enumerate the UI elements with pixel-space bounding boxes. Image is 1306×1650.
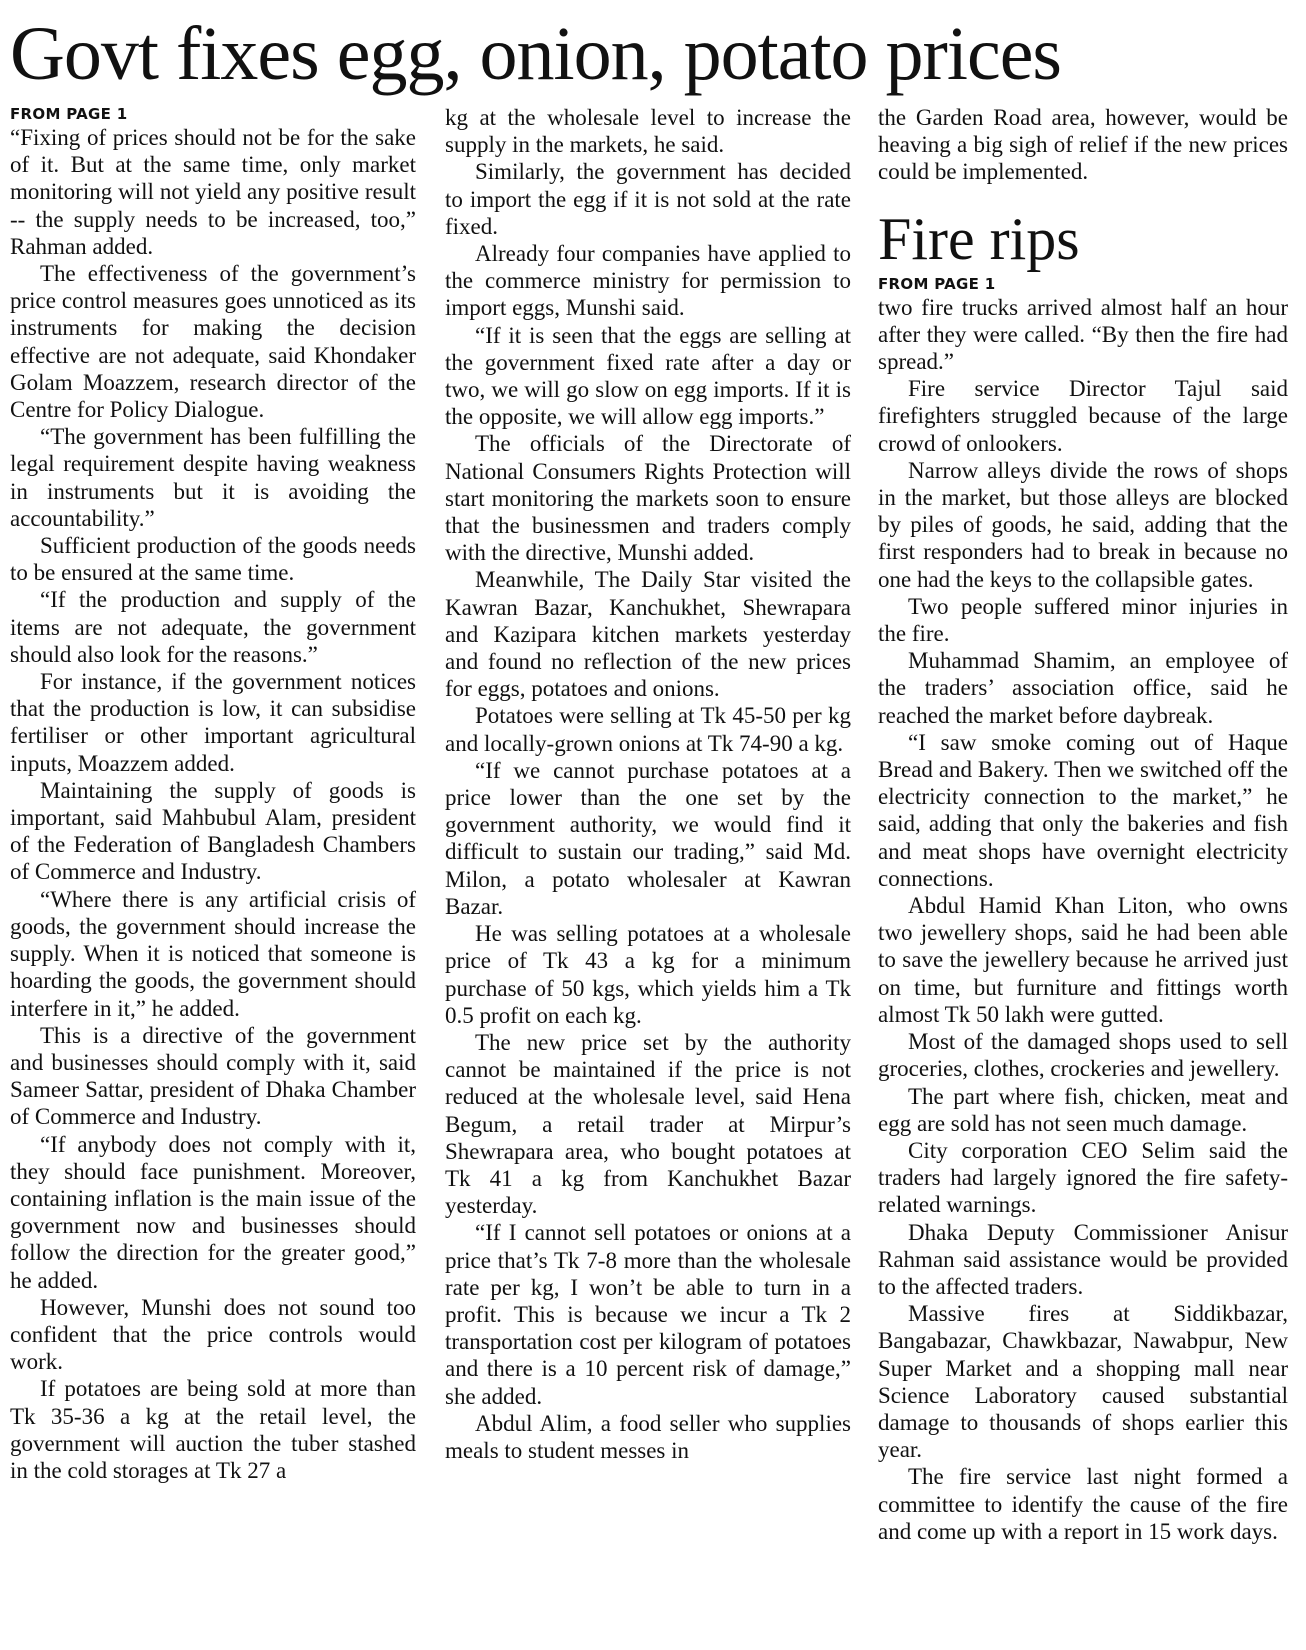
paragraph: “Where there is any artificial crisis of goods, the government should increase the supply. When it is noticed that someone is hoarding the goods, the government should interfere in it,” he added. xyxy=(10,886,416,1021)
paragraph: “If the production and supply of the items are not adequate, the government should also look for the reasons.” xyxy=(10,587,416,667)
paragraph: Similarly, the government has decided to import the egg if it is not sold at the rate fixed. xyxy=(445,159,851,239)
column-1 xyxy=(10,104,416,1644)
paragraph: “I saw smoke coming out of Haque Bread and Bakery. Then we switched off the electricity connection to the market,” he said, adding that only the bakeries and fish and meat shops have overnight electricity connections. xyxy=(878,729,1288,891)
paragraph: Abdul Alim, a food seller who supplies meals to student messes in xyxy=(445,1410,851,1463)
paragraph: However, Munshi does not sound too confident that the price controls would work. xyxy=(10,1294,416,1375)
column-2 xyxy=(445,104,851,1644)
paragraph: Most of the damaged shops used to sell groceries, clothes, crockeries and jewellery. xyxy=(878,1029,1288,1082)
paragraph: Meanwhile, The Daily Star visited the Kawran Bazar, Kanchukhet, Shewrapara and Kazipara kitchen markets yesterday and found no reflection of the new prices for eggs, potatoes and onions. xyxy=(445,567,851,702)
paragraph: “Fixing of prices should not be for the sake of it. But at the same time, only market monitoring will not yield any positive result -- the supply needs to be increased, too,” Rahman added. xyxy=(10,125,416,259)
paragraph: Muhammad Shamim, an employee of the traders’ association office, said he reached the market before daybreak. xyxy=(878,648,1288,728)
paragraph-continuation: two fire trucks arrived almost half an hour after they were called. “By then the fire had spread.” xyxy=(878,294,1288,375)
paragraph: If potatoes are being sold at more than Tk 35-36 a kg at the retail level, the government will auction the tuber stashed in the cold storages at Tk 27 a xyxy=(10,1376,416,1483)
paragraph: The fire service last night formed a committee to identify the cause of the fire and come up with a report in 15 work days. xyxy=(878,1464,1288,1544)
paragraph: The effectiveness of the government’s price control measures goes unnoticed as its instruments for making the decision effective are not adequate, said Khondaker Golam Moazzem, research director of the Centre for Policy Dialogue. xyxy=(10,261,416,423)
paragraph: The new price set by the authority cannot be maintained if the price is not reduced at the wholesale level, said Hena Begum, a retail trader at Mirpur’s Shewrapara area, who bought potatoes at Tk 41 a kg from Kanchukhet Bazar yesterday. xyxy=(445,1029,851,1219)
column-3 xyxy=(878,104,1288,1644)
paragraph: Already four companies have applied to the commerce ministry for permission to import eggs, Munshi said. xyxy=(445,241,851,321)
paragraph: For instance, if the government notices that the production is low, it can subsidise fertiliser or other important agricultural inputs, Moazzem added. xyxy=(10,669,416,776)
paragraph: Dhaka Deputy Commissioner Anisur Rahman said assistance would be provided to the affected traders. xyxy=(878,1219,1288,1299)
paragraph: Maintaining the supply of goods is important, said Mahbubul Alam, president of the Federation of Bangladesh Chambers of Commerce and Industry. xyxy=(10,777,416,885)
paragraph: Two people suffered minor injuries in the fire. xyxy=(878,593,1288,647)
paragraph: Fire service Director Tajul said firefighters struggled because of the large crowd of onlookers. xyxy=(878,376,1288,456)
paragraph: Sufficient production of the goods needs to be ensured at the same time. xyxy=(10,533,416,586)
paragraph: The officials of the Directorate of National Consumers Rights Protection will start monitoring the markets soon to ensure that the businessmen and traders comply with the directive, Munshi added. xyxy=(445,431,851,566)
paragraph: This is a directive of the government and businesses should comply with it, said Sameer Sattar, president of Dhaka Chamber of Commerce and Industry. xyxy=(10,1022,416,1130)
paragraph: Potatoes were selling at Tk 45-50 per kg and locally-grown onions at Tk 74-90 a kg. xyxy=(445,703,851,756)
paragraph: He was selling potatoes at a wholesale price of Tk 43 a kg for a minimum purchase of 50 kgs, which yields him a Tk 0.5 profit on each kg. xyxy=(445,921,851,1028)
paragraph: “If I cannot sell potatoes or onions at a price that’s Tk 7-8 more than the wholesale rate per kg, I won’t be able to turn in a profit. This is because we incur a Tk 2 transportation cost per kilogram of potatoes and there is a 10 percent risk of damage,” she added. xyxy=(445,1220,851,1409)
paragraph: “If anybody does not comply with it, they should face punishment. Moreover, containing inflation is the main issue of the government now and businesses should follow the direction for the greater good,” he added. xyxy=(10,1131,416,1293)
paragraph: “The government has been fulfilling the legal requirement despite having weakness in instruments but it is avoiding the accountability.” xyxy=(10,424,416,531)
paragraph: City corporation CEO Selim said the traders had largely ignored the fire safety-related warnings. xyxy=(878,1137,1288,1218)
paragraph: Narrow alleys divide the rows of shops in the market, but those alleys are blocked by piles of goods, he said, adding that the first responders had to break in because no one had the keys to the collapsible gates. xyxy=(878,457,1288,592)
from-page-label: FROM PAGE 1 xyxy=(878,274,996,293)
fire-article-headline: Fire rips xyxy=(878,205,1080,272)
from-page-label: FROM PAGE 1 xyxy=(10,105,128,123)
paragraph-continuation: kg at the wholesale level to increase the supply in the markets, he said. xyxy=(445,105,851,158)
paragraph: “If it is seen that the eggs are selling at the government fixed rate after a day or two, we will go slow on egg imports. If it is the opposite, we will allow egg imports.” xyxy=(445,322,851,430)
headline: Govt fixes egg, onion, potato prices xyxy=(10,12,1062,96)
paragraph: Abdul Hamid Khan Liton, who owns two jewellery shops, said he had been able to save the jewellery because he arrived just on time, but furniture and fittings worth almost Tk 50 lakh were gutted. xyxy=(878,893,1288,1027)
paragraph: “If we cannot purchase potatoes at a price lower than the one set by the government authority, we would find it difficult to sustain our trading,” said Md. Milon, a potato wholesaler at Kawran Bazar. xyxy=(445,757,851,919)
paragraph: Massive fires at Siddikbazar, Bangabazar, Chawkbazar, Nawabpur, New Super Market and a shopping mall near Science Laboratory caused substantial damage to thousands of shops earlier this year. xyxy=(878,1301,1288,1463)
paragraph-continuation: the Garden Road area, however, would be heaving a big sigh of relief if the new prices could be implemented. xyxy=(878,105,1288,185)
paragraph: The part where fish, chicken, meat and egg are sold has not seen much damage. xyxy=(878,1083,1288,1136)
